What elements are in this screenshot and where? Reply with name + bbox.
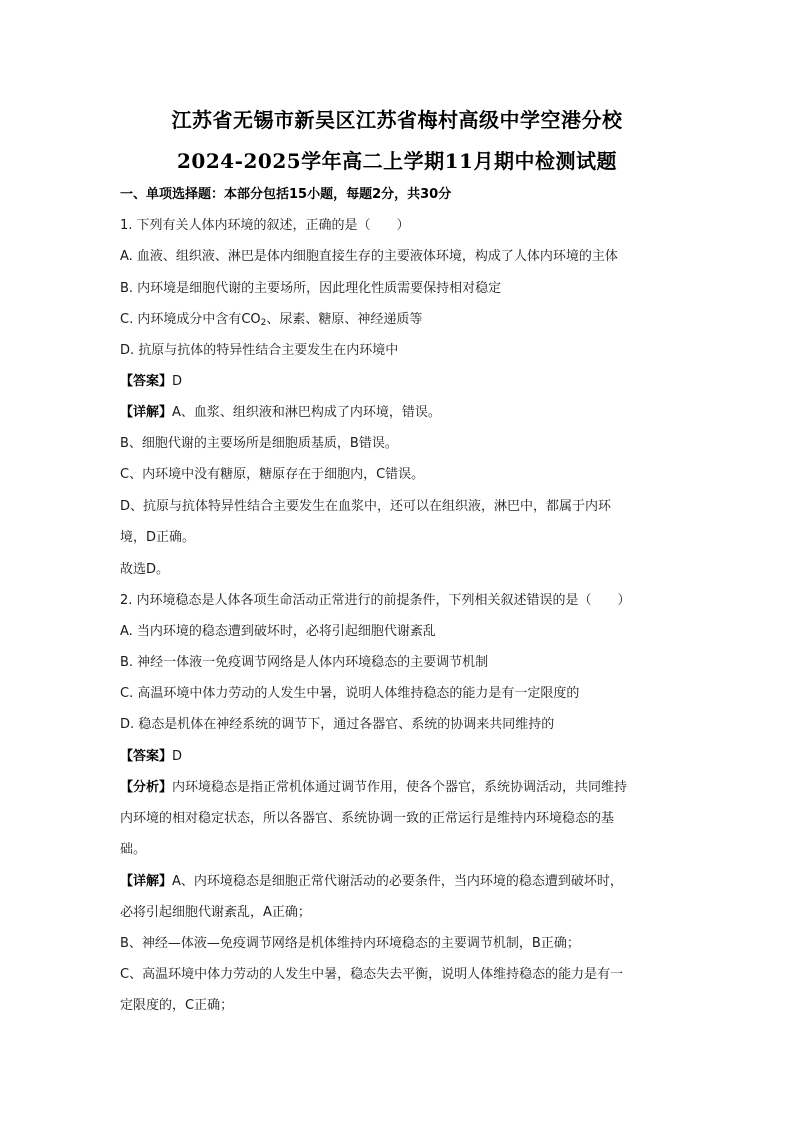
detail-tag: 【详解】 <box>120 405 173 420</box>
answer-value: D <box>172 374 183 389</box>
question-2-stem: 2. 内环境稳态是人体各项生命活动正常进行的前提条件，下列相关叙述错误的是（ ） <box>120 593 631 608</box>
question-1-option-c-text: C. 内环境成分中含有CO <box>120 312 261 327</box>
detail-text: A、内环境稳态是细胞正常代谢活动的必要条件，当内环境的稳态遭到破坏时， <box>172 874 623 889</box>
question-1-stem: 1. 下列有关人体内环境的叙述，正确的是（ ） <box>120 218 410 233</box>
detail-text: A、血浆、组织液和淋巴构成了内环境，错误。 <box>172 405 441 420</box>
question-1-option-d: D. 抗原与抗体的特异性结合主要发生在内环境中 <box>120 343 399 358</box>
question-2-detail-line-3: B、神经—体液—免疫调节网络是机体维持内环境稳态的主要调节机制，B正确； <box>120 936 580 951</box>
question-1-detail-line-2: B、细胞代谢的主要场所是细胞质基质，B错误。 <box>120 436 398 451</box>
question-2-analysis-line-1 <box>120 779 627 797</box>
question-1-option-c <box>120 311 422 329</box>
section-heading: 一、单项选择题：本部分包括15小题，每题2分，共30分 <box>120 187 452 202</box>
question-1-option-c-rest: 、尿素、糖原、神经递质等 <box>266 312 423 327</box>
question-1-detail-line-4: D、抗原与抗体特异性结合主要发生在血浆中，还可以在组织液，淋巴中，都属于内环 <box>120 499 612 514</box>
question-2-answer <box>120 748 182 766</box>
question-2-option-d: D. 稳态是机体在神经系统的调节下，通过各器官、系统的协调来共同维持的 <box>120 717 555 732</box>
analysis-tag: 【分析】 <box>120 780 173 795</box>
co2-subscript: 2 <box>260 318 267 328</box>
answer-tag: 【答案】 <box>120 749 173 764</box>
question-2-detail-line-2: 必将引起细胞代谢紊乱，A正确； <box>120 905 311 920</box>
question-1-option-a: A. 血液、组织液、淋巴是体内细胞直接生存的主要液体环境，构成了人体内环境的主体 <box>120 249 618 264</box>
question-2-analysis-line-2: 内环境的相对稳定状态，所以各器官、系统协调一致的正常运行是维持内环境稳态的基 <box>120 811 615 826</box>
question-1-conclusion: 故选D。 <box>120 562 170 577</box>
question-1-detail-line-1 <box>120 404 441 422</box>
answer-tag: 【答案】 <box>120 374 173 389</box>
question-2-option-b: B. 神经一体液一免疫调节网络是人体内环境稳态的主要调节机制 <box>120 655 489 670</box>
question-2-option-a: A. 当内环境的稳态遭到破坏时，必将引起细胞代谢紊乱 <box>120 624 436 639</box>
answer-value: D <box>172 749 183 764</box>
question-2-detail-line-5: 定限度的，C正确； <box>120 998 234 1013</box>
question-2-detail-line-4: C、高温环境中体力劳动的人发生中暑，稳态失去平衡，说明人体维持稳态的能力是有一 <box>120 967 624 982</box>
document-title-line2: 2024-2025学年高二上学期11月期中检测试题 <box>177 149 617 173</box>
question-1-detail-line-5: 境，D正确。 <box>120 530 196 545</box>
question-1-answer <box>120 373 182 391</box>
question-2-detail-line-1 <box>120 873 623 891</box>
document-title-line1: 江苏省无锡市新吴区江苏省梅村高级中学空港分校 <box>171 108 623 132</box>
detail-tag: 【详解】 <box>120 874 173 889</box>
question-1-detail-line-3: C、内环境中没有糖原，糖原存在于细胞内，C错误。 <box>120 467 425 482</box>
analysis-text: 内环境稳态是指正常机体通过调节作用，使各个器官，系统协调活动，共同维持 <box>172 780 628 795</box>
question-2-analysis-line-3: 础。 <box>120 842 147 857</box>
question-2-option-c: C. 高温环境中体力劳动的人发生中暑，说明人体维持稳态的能力是有一定限度的 <box>120 686 580 701</box>
question-1-option-b: B. 内环境是细胞代谢的主要场所，因此理化性质需要保持相对稳定 <box>120 281 502 296</box>
